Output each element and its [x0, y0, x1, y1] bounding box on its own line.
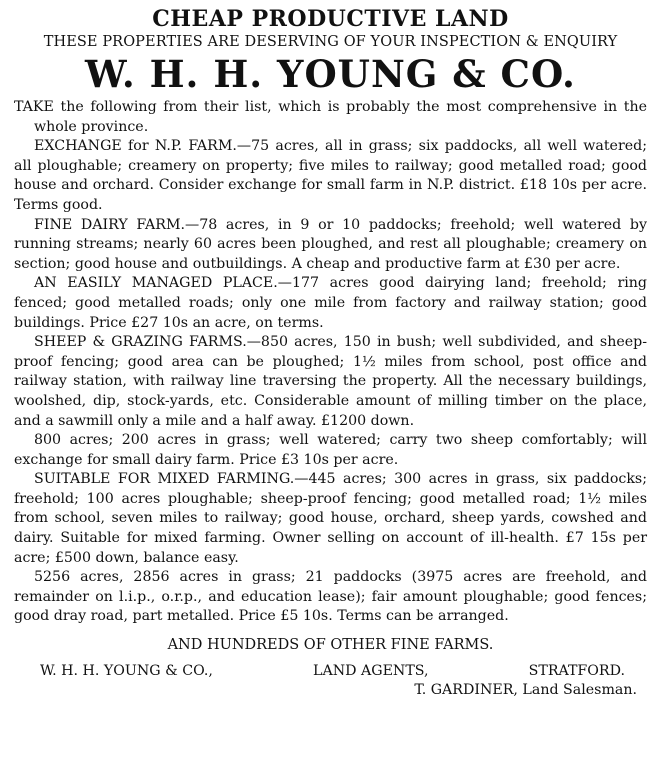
listings	[14, 98, 647, 627]
listing-sheep-grazing-farms: SHEEP & GRAZING FARMS.—850 acres, 150 in bush; well subdivided, and sheep-proof fencing; good area can be ploughed; 1½ miles from school, post office and railway station, with railway line traversing the property. All the necessary buildings, woolshed, dip, stock-yards, etc. Considerable amount of milling timber on the place, and a sawmill only a mile and a half away. £1200 down.	[14, 334, 647, 429]
listing-mixed-farming: SUITABLE FOR MIXED FARMING.—445 acres; 300 acres in grass, six paddocks; freehold; 100 acres ploughable; sheep-proof fencing; good metalled road; 1½ miles from school, seven miles to railway; good house, orchard, sheep yards, cowshed and dairy. Suitable for mixed farming. Owner selling on account of ill-health. £7 15s per acre; £500 down, balance easy.	[14, 471, 647, 566]
ad-title: CHEAP PRODUCTIVE LAND	[152, 6, 509, 32]
signature-firm: W. H. H. YOUNG & CO.,	[40, 663, 213, 680]
signature-role: LAND AGENTS,	[313, 663, 429, 680]
listing-easily-managed-place: AN EASILY MANAGED PLACE.—177 acres good dairying land; freehold; ring fenced; good metalled roads; only one mile from factory and railway station; good buildings. Price £27 10s an acre, on terms.	[14, 275, 647, 331]
listing-fine-dairy-farm: FINE DAIRY FARM.—78 acres, in 9 or 10 paddocks; freehold; well watered by running streams; nearly 60 acres been ploughed, and rest all ploughable; creamery on section; good house and outbuildings. A cheap and productive farm at £30 per acre.	[14, 216, 647, 272]
ad-subtitle: THESE PROPERTIES ARE DESERVING OF YOUR INSPECTION & ENQUIRY	[43, 34, 618, 50]
signature-salesman: T. GARDINER, Land Salesman.	[414, 682, 637, 699]
signature-line	[14, 661, 647, 681]
listing-5256-acres: 5256 acres, 2856 acres in grass; 21 paddocks (3975 acres are freehold, and remainder on l.i.p., o.r.p., and education lease); fair amount ploughable; good fences; good dray road, part metalled. Price £5 10s. Terms can be arranged.	[14, 569, 647, 625]
intro-paragraph: TAKE the following from their list, which is probably the most comprehensive in the whole province.	[14, 99, 647, 135]
listing-exchange-np-farm: EXCHANGE for N.P. FARM.—75 acres, all in grass; six paddocks, all well watered; all ploughable; creamery on property; five miles to railway; good metalled road; good house and orchard. Consider exchange for small farm in N.P. district. £18 10s per acre. Terms good.	[14, 138, 647, 213]
signature-town: STRATFORD.	[528, 663, 625, 680]
closing-line: AND HUNDREDS OF OTHER FINE FARMS.	[167, 637, 494, 654]
listing-800-acres: 800 acres; 200 acres in grass; well watered; carry two sheep comfortably; will exchange for small dairy farm. Price £3 10s per acre.	[14, 432, 647, 468]
firm-name: W. H. H. YOUNG & CO.	[85, 52, 576, 96]
